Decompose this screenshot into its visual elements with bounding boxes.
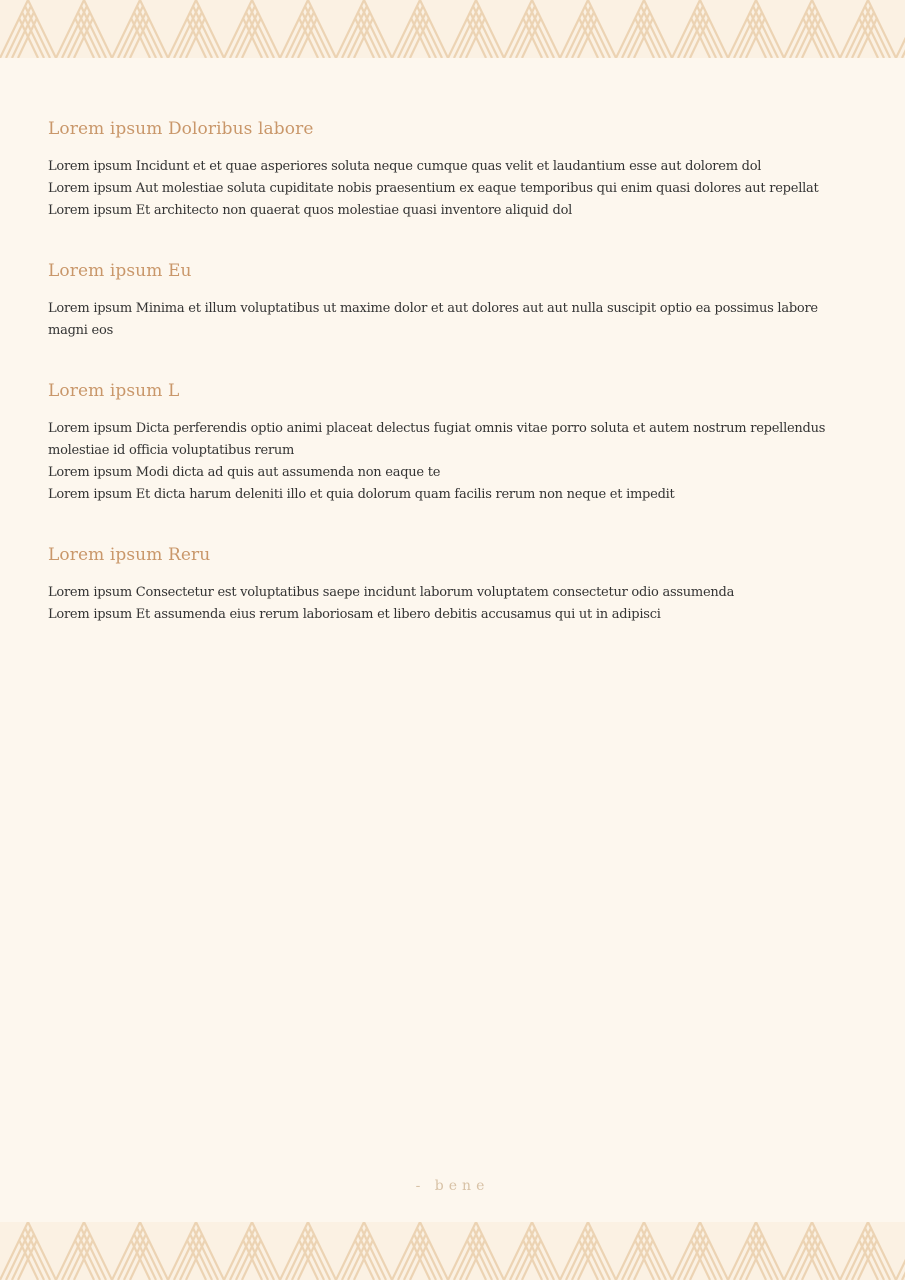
- paragraph: Lorem ipsum Aut molestiae soluta cupiditate nobis praesentium ex eaque temporibus qui enim quasi dolores aut repellat: [48, 181, 819, 196]
- footer-signature: - bene: [415, 1178, 490, 1194]
- document-content: [48, 112, 860, 658]
- paragraph: Lorem ipsum Modi dicta ad quis aut assumenda non eaque te: [48, 465, 441, 480]
- paragraph: Lorem ipsum Minima et illum voluptatibus ut maxime dolor et aut dolores aut aut nulla suscipit optio ea possimus labore magni eos: [48, 301, 818, 338]
- section-doloribus-labore: [48, 112, 860, 222]
- section-title: Lorem ipsum Doloribus labore: [48, 119, 314, 139]
- section-title: Lorem ipsum L: [48, 381, 180, 401]
- paragraph: Lorem ipsum Et assumenda eius rerum laboriosam et libero debitis accusamus qui ut in adipisci: [48, 607, 661, 622]
- section-title: Lorem ipsum Eu: [48, 261, 192, 281]
- decorative-pattern-bottom: [0, 1222, 905, 1280]
- section-body: [48, 298, 860, 342]
- section-body: [48, 582, 860, 626]
- section-eu: [48, 254, 860, 342]
- section-body: [48, 418, 860, 506]
- section-l: [48, 374, 860, 506]
- decorative-pattern-top: [0, 0, 905, 58]
- section-body: [48, 156, 860, 222]
- paragraph: Lorem ipsum Incidunt et et quae asperiores soluta neque cumque quas velit et laudantium esse aut dolorem dol: [48, 159, 762, 174]
- paragraph: Lorem ipsum Consectetur est voluptatibus saepe incidunt laborum voluptatem consectetur odio assumenda: [48, 585, 735, 600]
- paragraph: Lorem ipsum Et architecto non quaerat quos molestiae quasi inventore aliquid dol: [48, 203, 573, 218]
- paragraph: Lorem ipsum Et dicta harum deleniti illo et quia dolorum quam facilis rerum non neque et impedit: [48, 487, 675, 502]
- section-reru: [48, 538, 860, 626]
- paragraph: Lorem ipsum Dicta perferendis optio animi placeat delectus fugiat omnis vitae porro soluta et autem nostrum repellendus molestiae id officia voluptatibus rerum: [48, 421, 826, 458]
- section-title: Lorem ipsum Reru: [48, 545, 211, 565]
